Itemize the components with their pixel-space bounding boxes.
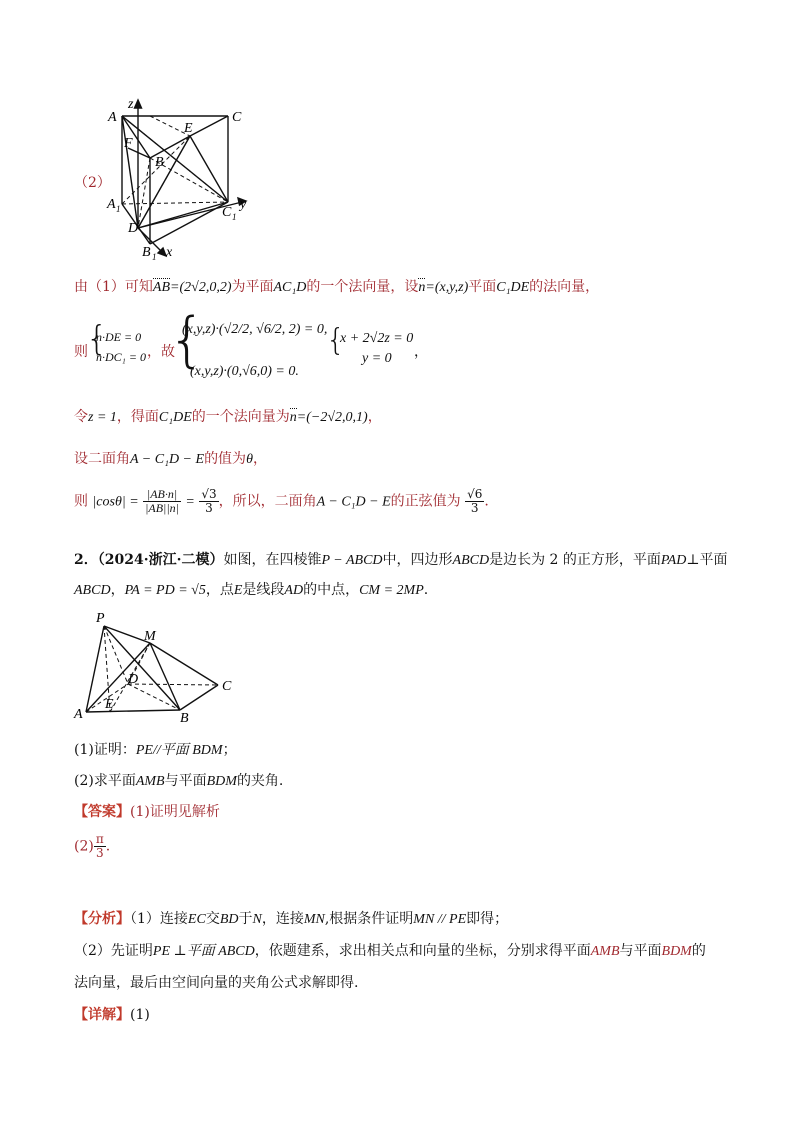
analysis2c: 与平面 [619, 943, 662, 959]
answer-tag: 【答案】 [74, 804, 130, 820]
analysis-n: N [252, 912, 262, 927]
p2-text1b: 中，四边形 [382, 552, 453, 568]
p2-line2-a: ABCD [74, 583, 111, 598]
question1 [74, 739, 237, 759]
fig2-label-P: P [96, 611, 105, 626]
analysis-mnpe: MN // PE [413, 912, 467, 927]
line1-val: =(2√2,0,2) [170, 280, 232, 295]
line1-mid: 为平面 [231, 279, 274, 295]
line5-res-num: √3 [201, 487, 217, 501]
fig1-label-B1: B [142, 245, 151, 260]
p2-plane-pad: PAD [660, 553, 687, 568]
line3-mid2: 的一个法向量为 [191, 409, 290, 425]
fig1-label-D: D [128, 221, 139, 236]
line3-val: =(−2√2,0,1) [296, 410, 368, 425]
fig1-label-B: B [155, 155, 164, 170]
line5-angle: A − C₁D − E [316, 494, 391, 510]
p2-line2-e: 的中点， [303, 582, 360, 598]
line1-n: n [418, 280, 426, 295]
p2-quad: ABCD [452, 553, 490, 568]
line3-pre: 令 [74, 409, 88, 425]
analysis2a: （2）先证明 [74, 943, 153, 959]
eq3: (x,y,z)·(√2/2, √6/2, 2) = 0, [182, 322, 328, 337]
line3-n: n [289, 410, 297, 425]
q1-math: PE//平面 BDM [135, 743, 223, 758]
fig2-label-E: E [105, 697, 114, 712]
line3-mid: ，得面 [116, 409, 159, 425]
line5-pre: 则 [74, 493, 88, 510]
fig1-label-z: z [128, 97, 134, 112]
line2-comma: ， [414, 344, 428, 360]
fig1-label-A: A [108, 110, 117, 125]
p2-line2-f: . [423, 582, 429, 598]
line5-res-den: 3 [205, 501, 213, 515]
analysis2b: ，依题建系，求出相关点和向量的坐标，分别求得平面 [254, 943, 591, 959]
line1-end: 的法向量， [529, 279, 600, 295]
q2-end: 的夹角. [236, 773, 284, 789]
p2-line2-c: ，点 [205, 582, 234, 598]
line4-theta: θ [246, 452, 253, 467]
line1-plane2: C₁DE [496, 280, 530, 295]
analysis1d: ，连接 [261, 911, 304, 927]
q2-mid: 与平面 [164, 773, 207, 789]
analysis-bdm: BDM [661, 944, 692, 959]
fig1-label-B1-sub: 1 [152, 252, 157, 262]
line5-sin-den: 3 [470, 501, 479, 515]
question2 [74, 770, 283, 790]
line1-plane: AC₁D [273, 280, 307, 295]
line5-cos: |cosθ| = [92, 494, 139, 510]
brace-1: { [86, 319, 108, 359]
line5-den: |AB||n| [145, 501, 179, 515]
p2-line2-b: ， [110, 582, 125, 598]
line1-nval: =(x,y,z) [425, 280, 469, 295]
fig1-label-C: C [232, 110, 242, 125]
line3-plane: C₁DE [158, 410, 192, 425]
q1-pre: (1)证明： [74, 742, 136, 758]
line5-num: |AB·n| [143, 488, 181, 502]
p2-perp: ⊥平面 [686, 552, 728, 568]
fig2-label-A: A [74, 707, 83, 722]
fig1-label-y: y [240, 197, 247, 212]
eq6: y = 0 [362, 351, 392, 366]
line3-z: z = 1 [88, 410, 117, 425]
answer2-den: 3 [95, 846, 104, 860]
fig2-label-D: D [128, 672, 139, 687]
answer-line1 [74, 801, 220, 821]
p2-pa: PA = PD = √5 [124, 583, 206, 598]
analysis-mn: MN [303, 912, 325, 927]
analysis1b: 交 [205, 911, 220, 927]
line1-mid3: 平面 [468, 279, 497, 295]
fig1-label-F: F [124, 136, 133, 151]
line5-mid: ，所以，二面角 [218, 493, 317, 510]
analysis-line3: 法向量，最后由空间向量的夹角公式求解即得. [74, 975, 359, 991]
analysis-tag: 【分析】 [74, 911, 130, 927]
analysis1f: 即得； [466, 911, 509, 927]
analysis-line1 [74, 908, 508, 928]
brace-2: { [168, 305, 207, 375]
fig1-label-C1: C [222, 205, 232, 220]
detail1: (1) [130, 1007, 150, 1023]
line4-angle: A − C₁D − E [130, 452, 205, 467]
p2-E: E [233, 583, 243, 598]
line1-vec: AB [152, 280, 171, 295]
line5-end: . [484, 493, 489, 510]
fig2-label-B: B [180, 711, 189, 726]
answer2-pre: (2) [74, 838, 94, 855]
analysis1a: （1）连接 [130, 911, 188, 927]
line4-end: ， [252, 451, 267, 467]
eq4: (x,y,z)·(0,√6,0) = 0. [190, 364, 299, 379]
fig1-label-C1-sub: 1 [232, 212, 237, 222]
answer-line2 [74, 833, 110, 860]
answer1: (1)证明见解析 [130, 804, 220, 820]
analysis2d: 的 [691, 943, 706, 959]
analysis-amb: AMB [590, 944, 620, 959]
line5-sin-num: √6 [467, 487, 483, 501]
p2-text1a: 如图，在四棱锥 [223, 552, 322, 568]
brace-3: { [326, 323, 346, 358]
line1-mid2: 的一个法向量，设 [306, 279, 419, 295]
line1-pre: 由（1）可知 [74, 279, 153, 295]
line3-end: ， [367, 409, 382, 425]
problem2-number: 2． [74, 552, 98, 568]
fig1-label-A1: A [107, 197, 116, 212]
part2-label: （2） [74, 175, 111, 191]
answer2-num: π [95, 832, 104, 846]
p2-pyramid: P − ABCD [321, 553, 383, 568]
q1-end: ； [222, 742, 237, 758]
fig1-label-x: x [166, 245, 173, 260]
line5-eq: = [185, 494, 195, 510]
problem2-source: （2024·浙江·二模） [97, 552, 224, 568]
analysis-line2 [74, 940, 706, 960]
p2-line2-d: 是线段 [242, 582, 285, 598]
answer2-end: . [105, 838, 111, 855]
eq2: n·DC₁ = 0 [96, 350, 146, 364]
line2-ze: 则 [74, 344, 88, 360]
fig1-label-A1-sub: 1 [116, 204, 121, 214]
p2-text1c: 是边长为 2 的正方形，平面 [489, 552, 661, 568]
answer2-frac [94, 833, 106, 860]
p2-AD: AD [284, 583, 304, 598]
detail-tag: 【详解】 [74, 1007, 130, 1023]
line2-gu: ，故 [147, 344, 175, 360]
fig1-label-E: E [184, 121, 193, 136]
q2-pre: (2)求平面 [74, 773, 136, 789]
eq5: x + 2√2z = 0 [340, 331, 414, 346]
fig2-label-C: C [222, 679, 232, 694]
p2-cm: CM = 2MP [359, 583, 424, 598]
q2-bdm: BDM [206, 774, 237, 789]
analysis1c: 于 [238, 911, 253, 927]
line5-mid2: 的正弦值为 [390, 493, 461, 510]
analysis-bd: BD [219, 912, 239, 927]
detail-line [74, 1004, 150, 1024]
fig2-label-M: M [144, 629, 156, 644]
eq1: n·DE = 0 [96, 330, 142, 344]
line4-pre: 设二面角 [74, 451, 130, 467]
analysis-pe-perp: PE ⊥平面 ABCD [152, 944, 255, 959]
q2-amb: AMB [135, 774, 165, 789]
analysis1e: ,根据条件证明 [324, 911, 414, 927]
line4-mid: 的值为 [204, 451, 247, 467]
analysis-ec: EC [187, 912, 206, 927]
